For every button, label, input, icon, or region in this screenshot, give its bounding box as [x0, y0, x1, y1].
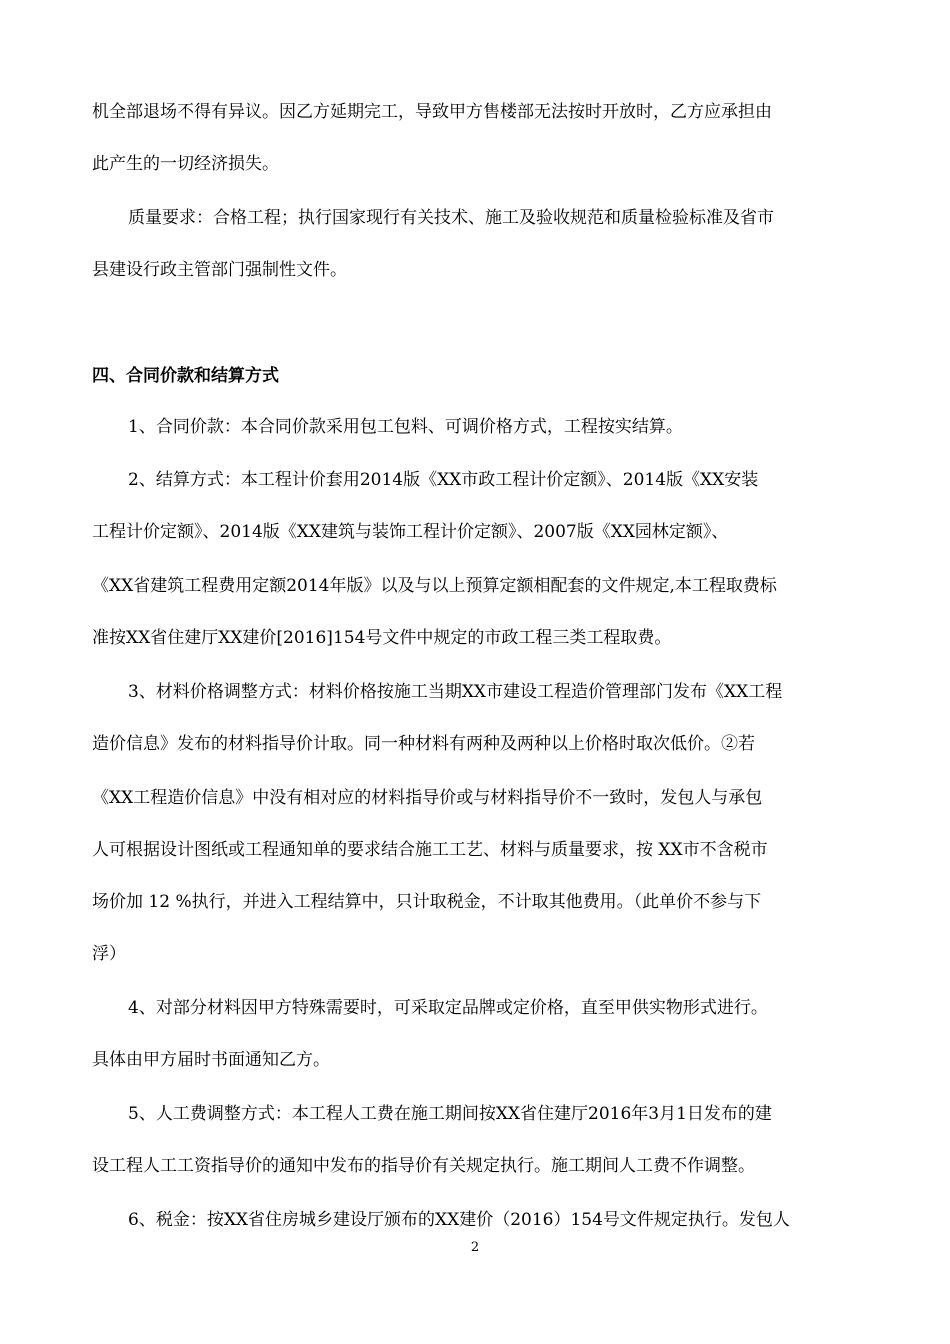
body-text-line: 《XX工程造价信息》中没有相对应的材料指导价或与材料指导价不一致时，发包人与承包 — [92, 788, 763, 808]
body-text-line: 6、税金：按XX省住房城乡建设厅颁布的XX建价（2016）154号文件规定执行。发包人 — [128, 1210, 790, 1230]
body-text-line: 机全部退场不得有异议。因乙方延期完工，导致甲方售楼部无法按时开放时，乙方应承担由 — [92, 102, 772, 122]
body-text-line: 质量要求：合格工程；执行国家现行有关技术、施工及验收规范和质量检验标准及省市 — [128, 208, 774, 228]
body-text-line: 4、对部分材料因甲方特殊需要时，可采取定品牌或定价格，直至甲供实物形式进行。 — [128, 998, 768, 1018]
body-text-line: 具体由甲方届时书面通知乙方。 — [92, 1050, 330, 1070]
page-number: 2 — [470, 1240, 480, 1255]
body-text-line: 准按XX省住建厅XX建价[2016]154号文件中规定的市政工程三类工程取费。 — [92, 628, 672, 648]
body-text-line: 浮） — [92, 944, 126, 964]
body-text-line: 造价信息》发布的材料指导价计取。同一种材料有两种及两种以上价格时取次低价。②若 — [92, 734, 755, 754]
body-text-line: 5、人工费调整方式：本工程人工费在施工期间按XX省住建厅2016年3月1日发布的建 — [128, 1104, 772, 1124]
body-text-line: 此产生的一切经济损失。 — [92, 154, 279, 174]
body-text-line: 2、结算方式：本工程计价套用2014版《XX市政工程计价定额》、2014版《XX安装 — [128, 470, 759, 490]
body-text-line: 工程计价定额》、2014版《XX建筑与装饰工程计价定额》、2007版《XX园林定额》、 — [92, 522, 729, 542]
body-text-line: 人可根据设计图纸或工程通知单的要求结合施工工艺、材料与质量要求，按 XX市不含税市 — [92, 840, 768, 860]
body-text-line: 1、合同价款：本合同价款采用包工包料、可调价格方式，工程按实结算。 — [128, 417, 683, 437]
body-text-line: 场价加 12 %执行，并进入工程结算中，只计取税金，不计取其他费用。（此单价不参与下 — [92, 892, 762, 912]
body-text-line: 《XX省建筑工程费用定额2014年版》以及与以上预算定额相配套的文件规定,本工程取费标 — [92, 576, 777, 596]
body-text-line: 设工程人工工资指导价的通知中发布的指导价有关规定执行。施工期间人工费不作调整。 — [92, 1156, 755, 1176]
body-text-line: 县建设行政主管部门强制性文件。 — [92, 260, 347, 280]
body-text-line: 3、材料价格调整方式：材料价格按施工当期XX市建设工程造价管理部门发布《XX工程 — [128, 682, 783, 702]
section-heading: 四、合同价款和结算方式 — [92, 366, 279, 386]
